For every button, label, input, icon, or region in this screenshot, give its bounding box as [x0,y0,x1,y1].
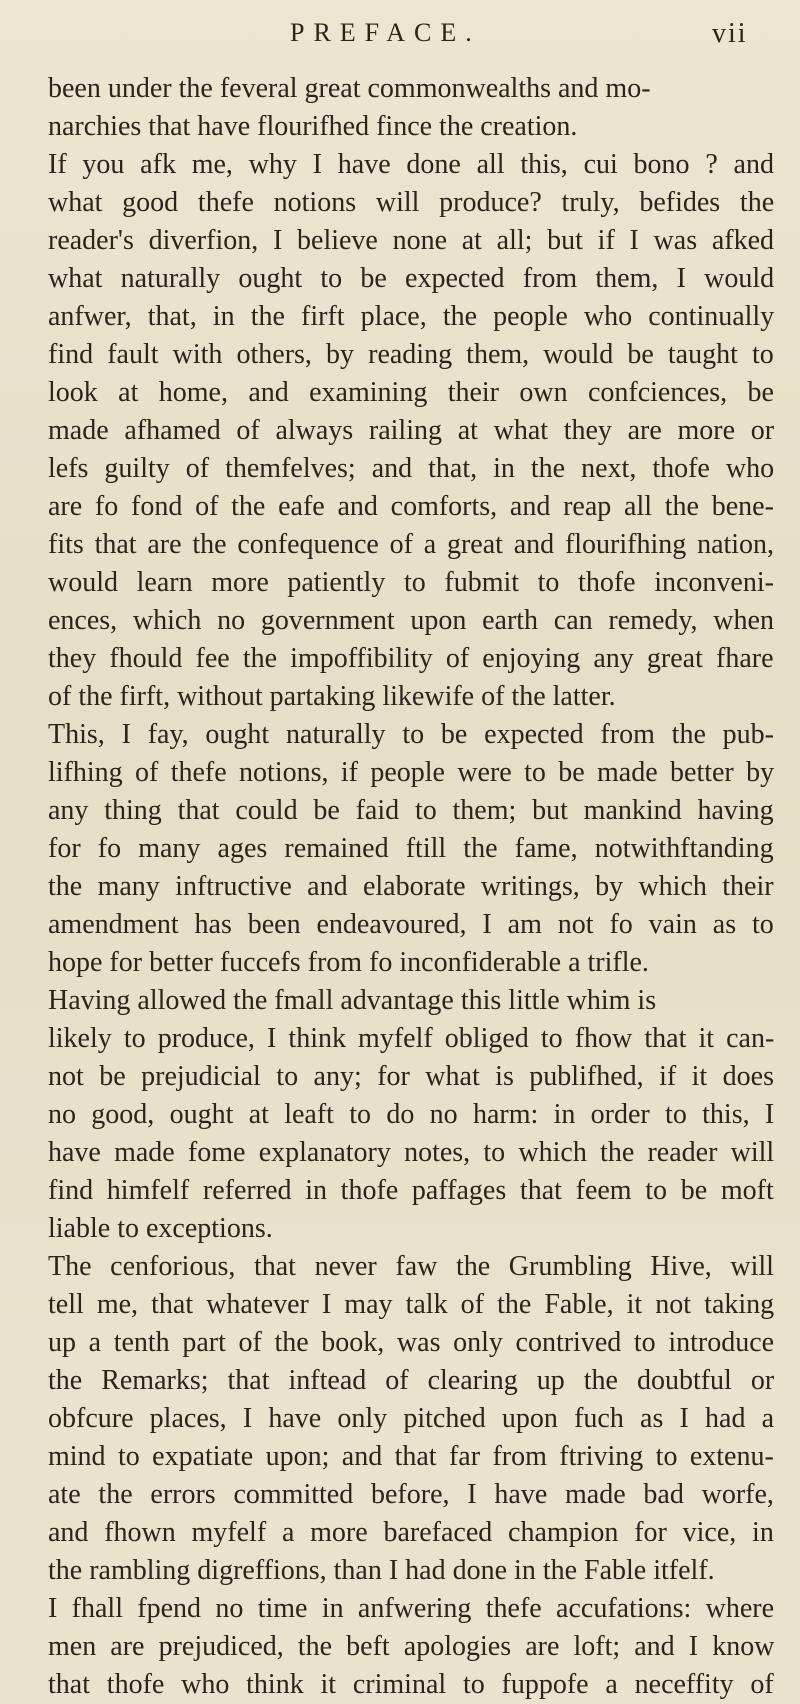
text-line: any thing that could be faid to them; but mankind having [48,795,774,826]
text-line: the many inftructive and elaborate writings, by which their [48,871,774,902]
text-line: narchies that have flourifhed fince the creation. [48,111,578,142]
text-line: ences, which no government upon earth can remedy, when [48,605,774,636]
text-line: no good, ought at leaft to do no harm: in order to this, I [48,1099,775,1130]
text-line: ate the errors committed before, I have made bad worfe, [48,1479,774,1510]
text-line: the Remarks; that inftead of clearing up the doubtful or [48,1365,775,1396]
text-line: likely to produce, I think myfelf obliged to fhow that it can- [48,1023,775,1054]
text-line: men are prejudiced, the beft apologies are loft; and I know [48,1631,775,1662]
text-line: been under the feveral great commonwealths and mo- [48,73,651,104]
text-line: mind to expatiate upon; and that far from ftriving to extenu- [48,1441,774,1472]
text-line: look at home, and examining their own confciences, be [48,377,774,408]
running-head [0,12,800,52]
text-line: what naturally ought to be expected from them, I would [48,263,775,294]
body-text [48,70,774,1704]
text-line: up a tenth part of the book, was only contrived to introduce [48,1327,775,1358]
page-number: vii [712,18,748,49]
text-line: anfwer, that, in the firft place, the people who continually [48,301,775,332]
text-line: they fhould fee the impoffibility of enjoying any great fhare [48,643,774,674]
text-line: reader's diverfion, I believe none at all; but if I was afked [48,225,775,256]
text-line: The cenforious, that never faw the Grumbling Hive, will [48,1251,774,1282]
text-line: This, I fay, ought naturally to be expected from the pub- [48,719,774,750]
text-line: would learn more patiently to fubmit to thofe inconveni- [48,567,774,598]
text-line: what good thefe notions will produce? truly, befides the [48,187,775,218]
text-line: fits that are the confequence of a great and flourifhing nation, [48,529,775,560]
text-line: made afhamed of always railing at what they are more or [48,415,775,446]
text-line: If you afk me, why I have done all this, cui bono ? and [48,149,774,180]
text-line: amendment has been endeavoured, I am not fo vain as to [48,909,774,940]
text-line: hope for better fuccefs from fo inconfiderable a trifle. [48,947,649,978]
text-line: I fhall fpend no time in anfwering thefe accufations: where [48,1593,775,1624]
text-line: obfcure places, I have only pitched upon fuch as I had a [48,1403,775,1434]
text-line: lifhing of thefe notions, if people were to be made better by [48,757,775,788]
text-line: of the firft, without partaking likewife of the latter. [48,681,616,712]
text-line: Having allowed the fmall advantage this little whim is [48,985,657,1016]
text-line: find himfelf referred in thofe paffages that feem to be moft [48,1175,774,1206]
text-line: that thofe who think it criminal to fuppofe a neceffity of [48,1669,774,1700]
text-line: lefs guilty of themfelves; and that, in the next, thofe who [48,453,775,484]
text-line: not be prejudicial to any; for what is publifhed, if it does [48,1061,774,1092]
text-line: are fo fond of the eafe and comforts, and reap all the bene- [48,491,774,522]
text-line: for fo many ages remained ftill the fame, notwithftanding [48,833,774,864]
text-line: tell me, that whatever I may talk of the Fable, it not taking [48,1289,775,1320]
running-head-title: PREFACE. [290,18,481,47]
text-line: and fhown myfelf a more barefaced champion for vice, in [48,1517,774,1548]
text-line: find fault with others, by reading them, would be taught to [48,339,774,370]
text-line: the rambling digreffions, than I had done in the Fable itfelf. [48,1555,715,1586]
text-line: have made fome explanatory notes, to which the reader will [48,1137,775,1168]
text-line: liable to exceptions. [48,1213,273,1244]
